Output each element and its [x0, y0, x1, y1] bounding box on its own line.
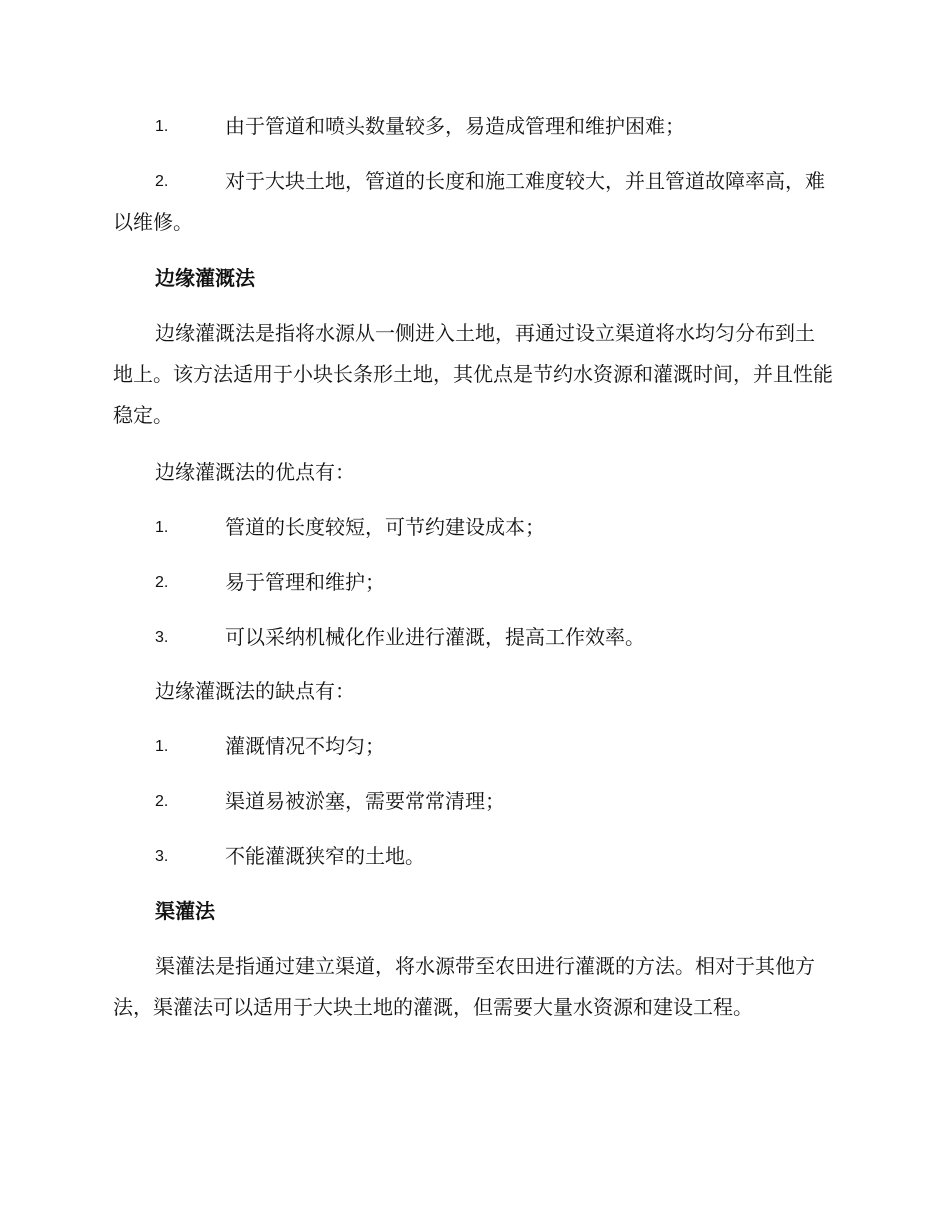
section-heading: 边缘灌溉法 — [155, 266, 255, 290]
list-number: 3. — [155, 848, 169, 865]
list-number: 1. — [155, 118, 169, 135]
list-number: 2. — [155, 793, 169, 810]
list-item — [113, 507, 833, 548]
paragraph: 渠灌法是指通过建立渠道，将水源带至农田进行灌溉的方法。相对于其他方法，渠灌法可以适用于大块土地的灌溉，但需要大量水资源和建设工程。 — [113, 954, 815, 1019]
list-item — [113, 106, 833, 147]
list-item — [113, 726, 833, 767]
list-item — [113, 836, 833, 877]
list-text: 渠道易被淤塞，需要常常清理； — [225, 789, 505, 813]
list-text: 不能灌溉狭窄的土地。 — [225, 844, 425, 868]
list-number: 3. — [155, 629, 169, 646]
list-text: 可以采纳机械化作业进行灌溉，提高工作效率。 — [225, 625, 645, 649]
list-number: 1. — [155, 519, 169, 536]
list-item — [113, 161, 833, 243]
disadvantages-title: 边缘灌溉法的缺点有： — [155, 679, 355, 703]
list-text: 由于管道和喷头数量较多，易造成管理和维护困难； — [225, 114, 685, 138]
list-text: 灌溉情况不均匀； — [225, 734, 385, 758]
list-item — [113, 781, 833, 822]
list-number: 2. — [155, 173, 169, 190]
list-text: 易于管理和维护； — [225, 570, 385, 594]
list-text: 对于大块土地，管道的长度和施工难度较大，并且管道故障率高，难以维修。 — [113, 169, 825, 234]
list-number: 2. — [155, 574, 169, 591]
section-heading: 渠灌法 — [155, 899, 215, 923]
list-item — [113, 562, 833, 603]
list-number: 1. — [155, 738, 169, 755]
list-item — [113, 617, 833, 658]
list-text: 管道的长度较短，可节约建设成本； — [225, 515, 545, 539]
advantages-title: 边缘灌溉法的优点有： — [155, 460, 355, 484]
paragraph: 边缘灌溉法是指将水源从一侧进入土地，再通过设立渠道将水均匀分布到土地上。该方法适用于小块长条形土地，其优点是节约水资源和灌溉时间，并且性能稳定。 — [113, 321, 833, 427]
